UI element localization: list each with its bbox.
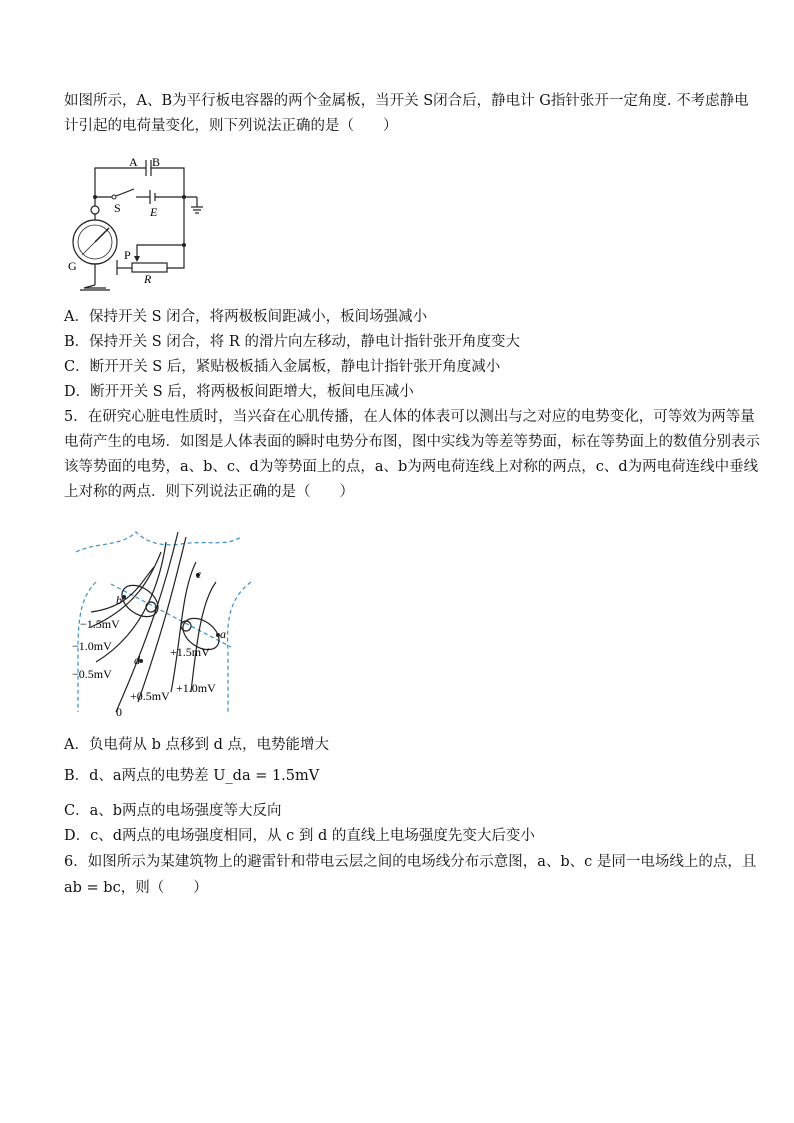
label-B: B xyxy=(152,155,161,169)
label-P: P xyxy=(124,248,131,262)
q5-stem-line-3: 该等势面的电势，a、b、c、d为等势面上的点，a、b为两电荷连线上对称的两点，c、d为两电荷连线中垂线 xyxy=(64,459,759,475)
q4-option-c: C．断开开关 S 后，紧贴极板插入金属板，静电计指针张开角度减小 xyxy=(64,359,501,375)
q6-stem-line-1: 6．如图所示为某建筑物上的避雷针和带电云层之间的电场线分布示意图，a、b、c 是同一电场线上的点，且 xyxy=(64,854,757,870)
label-zero: 0 xyxy=(116,705,122,718)
label-plus-1-5: +1.5mV xyxy=(170,645,210,659)
label-G: G xyxy=(68,259,77,273)
q5-option-d: D．c、d两点的电场强度相同，从 c 到 d 的直线上电场强度先变大后变小 xyxy=(64,828,535,844)
q4-option-b: B．保持开关 S 闭合，将 R 的滑片向左移动，静电计指针张开角度变大 xyxy=(64,334,520,350)
label-A: A xyxy=(129,155,138,169)
q5-option-a: A．负电荷从 b 点移到 d 点，电势能增大 xyxy=(64,737,329,753)
label-minus-0-5: −0.5mV xyxy=(72,667,112,681)
capacitor-circuit-diagram xyxy=(62,150,212,300)
label-c: c xyxy=(196,567,202,581)
q5-stem-line-4: 上对称的两点．则下列说法正确的是（ ） xyxy=(64,484,354,500)
label-R: R xyxy=(144,272,152,286)
q4-option-d: D．断开开关 S 后，将两极板间距增大，板间电压减小 xyxy=(64,384,414,400)
q5-option-c: C．a、b两点的电场强度等大反向 xyxy=(64,803,282,819)
q4-stem-line-2: 计引起的电荷量变化，则下列说法正确的是（ ） xyxy=(64,118,398,134)
q4-option-a: A．保持开关 S 闭合，将两极板间距减小，板间场强减小 xyxy=(64,309,428,325)
q5-stem-line-2: 电荷产生的电场．如图是人体表面的瞬时电势分布图，图中实线为等差等势面，标在等势面上的数值分别表示 xyxy=(64,434,760,450)
label-a: a xyxy=(220,627,226,641)
label-S: S xyxy=(114,201,121,215)
label-plus-1-0: +1.0mV xyxy=(176,681,216,695)
equipotential-diagram xyxy=(66,522,256,718)
q5-stem-line-1: 5．在研究心脏电性质时，当兴奋在心肌传播，在人体的体表可以测出与之对应的电势变化，可等效为两等量 xyxy=(64,409,755,425)
q6-stem-line-2: ab = bc，则（ ） xyxy=(64,880,208,896)
label-E: E xyxy=(150,205,158,219)
q4-stem-line-1: 如图所示，A、B为平行板电容器的两个金属板，当开关 S闭合后，静电计 G指针张开一定角度. 不考虑静电 xyxy=(64,93,749,109)
q5-option-b: B．d、a两点的电势差 U_da = 1.5mV xyxy=(64,768,320,784)
label-minus-1-5: −1.5mV xyxy=(80,617,120,631)
label-plus-0-5: +0.5mV xyxy=(130,689,170,703)
label-minus-1-0: −1.0mV xyxy=(72,639,112,653)
label-d: d xyxy=(134,653,140,667)
label-b: b xyxy=(116,593,122,607)
